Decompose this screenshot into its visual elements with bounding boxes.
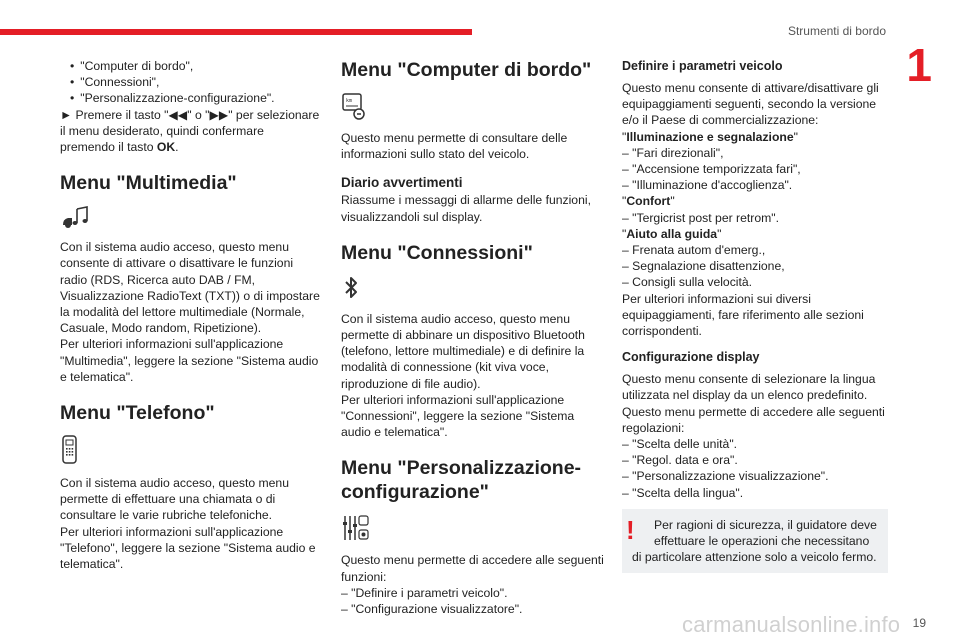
list-item: • "Personalizzazione-configurazione". bbox=[60, 90, 322, 106]
multimedia-heading: Menu "Multimedia" bbox=[60, 172, 237, 195]
list-item: – "Fari direzionali", bbox=[622, 145, 724, 160]
column-3 bbox=[622, 58, 888, 573]
list-item: – "Tergicrist post per retrom". bbox=[622, 210, 779, 225]
list-item: – "Regol. data e ora". bbox=[622, 453, 738, 468]
list-item: – "Illuminazione d'accoglienza". bbox=[622, 178, 793, 193]
display-text: Questo menu consente di selezionare la lingua utilizzata nel display da un elenco predefinito. bbox=[622, 372, 876, 403]
confort-label: "Confort" bbox=[622, 194, 675, 209]
header-red-bar bbox=[0, 29, 472, 35]
phone-icon bbox=[60, 435, 80, 465]
multimedia-text-2: Per ulteriori informazioni sull'applicazione "Multimedia", leggere la sezione "Sistema audio e telematica". bbox=[60, 337, 319, 384]
forward-icon: ▶▶ bbox=[209, 107, 229, 122]
section-title: Strumenti di bordo bbox=[787, 24, 886, 38]
diario-heading: Diario avvertimenti bbox=[341, 175, 463, 191]
column-2 bbox=[341, 58, 605, 617]
svg-text:km: km bbox=[346, 98, 353, 104]
page-number: 19 bbox=[912, 616, 926, 630]
personalizzazione-text: Questo menu permette di accedere alle seguenti funzioni: bbox=[341, 553, 604, 584]
display-heading: Configurazione display bbox=[622, 350, 760, 365]
list-item: – Frenata autom d'emerg., bbox=[622, 243, 766, 258]
settings-icon bbox=[341, 514, 371, 542]
list-item: – "Configurazione visualizzatore". bbox=[341, 602, 523, 617]
watermark: carmanualsonline.info bbox=[682, 612, 901, 637]
list-item: – "Personalizzazione visualizzazione". bbox=[622, 469, 829, 484]
telefono-text: Con il sistema audio acceso, questo menu permette di effettuare una chiamata o di consultare le varie rubriche telefoniche. bbox=[60, 476, 289, 523]
list-item: – Segnalazione disattenzione, bbox=[622, 259, 785, 274]
press-instruction: ► Premere il tasto "◀◀" o "▶▶" per selezionare il menu desiderato, quindi confermare premendo il tasto OK. bbox=[60, 107, 320, 155]
list-item: – "Accensione temporizzata fari", bbox=[622, 162, 801, 177]
trip-computer-icon bbox=[341, 92, 367, 120]
veicolo-heading: Definire i parametri veicolo bbox=[622, 59, 783, 73]
diario-text: Riassume i messaggi di allarme delle funzioni, visualizzandoli sul display. bbox=[341, 193, 591, 224]
list-item: – "Scelta della lingua". bbox=[622, 485, 744, 500]
connessioni-text: Con il sistema audio acceso, questo menu permette di abbinare un dispositivo Bluetooth (telefono, lettore multimediale) e di definire la modalità di connessione (kit viva voce, riproduzione di file audio). bbox=[341, 311, 585, 391]
display-text-2: Questo menu permette di accedere alle seguenti regolazioni: bbox=[622, 404, 885, 435]
chapter-number: 1 bbox=[906, 39, 932, 91]
multimedia-icon bbox=[60, 205, 90, 229]
list-item: • "Connessioni", bbox=[60, 74, 322, 90]
list-item: – "Definire i parametri veicolo". bbox=[341, 585, 508, 600]
multimedia-text: Con il sistema audio acceso, questo menu consente di attivare o disattivare le funzioni radio (RDS, Ricerca auto DAB / FM, Visualizzazione RadioText (TXT)) o di impostare la modalità del lettore multimediale (Normale, Casuale, Modo random, Ripetizione). bbox=[60, 240, 320, 336]
veicolo-text-2: Per ulteriori informazioni sui diversi equipaggiamenti, fare riferimento alle sezioni corrispondenti. bbox=[622, 291, 864, 339]
rewind-icon: ◀◀ bbox=[168, 107, 188, 122]
bluetooth-icon bbox=[341, 275, 361, 301]
connessioni-heading: Menu "Connessioni" bbox=[341, 241, 533, 264]
telefono-heading: Menu "Telefono" bbox=[60, 402, 215, 425]
computer-text: Questo menu permette di consultare delle informazioni sullo stato del veicolo. bbox=[341, 131, 568, 162]
illum-label: "Illuminazione e segnalazione" bbox=[622, 129, 798, 144]
aiuto-label: "Aiuto alla guida" bbox=[622, 226, 722, 241]
connessioni-text-2: Per ulteriori informazioni sull'applicazione "Connessioni", leggere la sezione "Sistema audio e telematica". bbox=[341, 392, 575, 440]
list-item: – Consigli sulla velocità. bbox=[622, 275, 753, 290]
personalizzazione-heading: Menu "Personalizzazione- configurazione" bbox=[341, 457, 582, 504]
list-item: • "Computer di bordo", bbox=[60, 58, 322, 74]
telefono-text-2: Per ulteriori informazioni sull'applicazione "Telefono", leggere la sezione "Sistema audio e telematica". bbox=[60, 524, 316, 572]
menu-list bbox=[60, 58, 322, 107]
veicolo-text: Questo menu consente di attivare/disattivare gli equipaggiamenti seguenti, secondo la versione e/o il Paese di commercializzazione: bbox=[622, 81, 879, 128]
list-item: – "Scelta delle unità". bbox=[622, 437, 738, 452]
computer-heading: Menu "Computer di bordo" bbox=[341, 59, 592, 81]
warning-icon: ! bbox=[626, 514, 635, 545]
column-1 bbox=[60, 58, 322, 572]
warning-box: ! Per ragioni di sicurezza, il guidatore deve effettuare le operazioni che necessitano di particolare attenzione solo a veicolo fermo. bbox=[622, 509, 888, 574]
